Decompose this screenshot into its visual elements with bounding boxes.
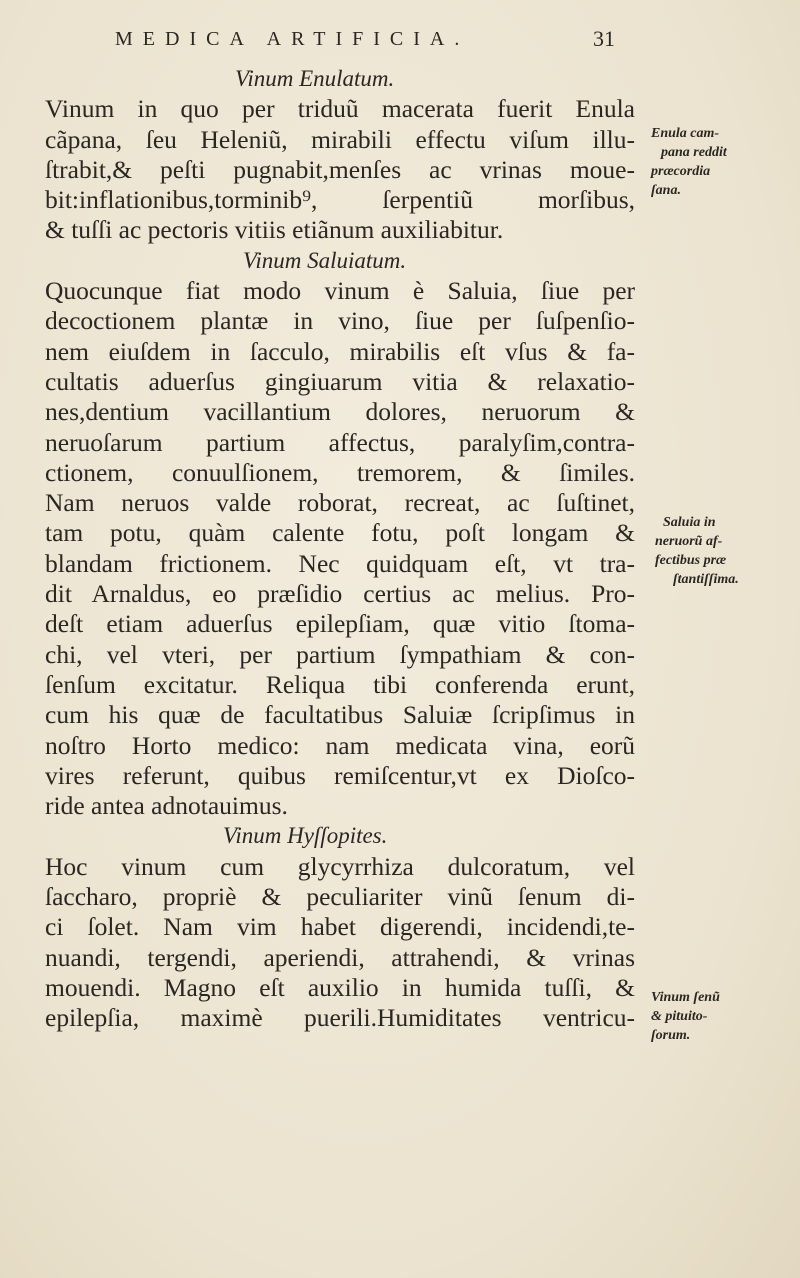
- text-line: cãpana, ſeu Heleniũ, mirabili effectu viſum illu-: [45, 124, 635, 154]
- section-heading-enulatum: Vinum Enulatum.: [235, 66, 395, 91]
- margin-note-line: ſana.: [651, 183, 681, 198]
- margin-note-vinum-senum: [651, 988, 796, 1045]
- text-line: ſtrabit,& peſti pugnabit,menſes ac vrinas moue-: [45, 154, 635, 184]
- text-line: ctionem, conuulſionem, tremorem, & ſimiles.: [45, 457, 635, 487]
- running-title: MEDICA ARTIFICIA.: [115, 28, 470, 50]
- text-line: & tuſſi ac pectoris vitiis etiãnum auxiliabitur.: [45, 215, 504, 245]
- text-line: blandam frictionem. Nec quidquam eſt, vt tra-: [45, 548, 635, 578]
- margin-note-line: neruorũ af-: [655, 534, 723, 549]
- margin-note-line: præcordia: [651, 164, 711, 179]
- text-line: Quocunque fiat modo vinum è Saluia, ſiue per: [45, 276, 635, 306]
- text-line: ſenſum excitatur. Reliqua tibi conferenda erunt,: [45, 669, 635, 699]
- page-number: 31: [593, 26, 615, 51]
- text-line: noſtro Horto medico: nam medicata vina, eorũ: [45, 730, 635, 760]
- main-text: [45, 64, 635, 1034]
- text-line: nuandi, tergendi, aperiendi, attrahendi, & vrinas: [45, 942, 635, 972]
- text-line: cultatis aduerſus gingiuarum vitia & relaxatio-: [45, 366, 635, 396]
- text-line: ci ſolet. Nam vim habet digerendi, incidendi,te-: [45, 912, 635, 942]
- section-heading-hyssopites: Vinum Hyſſopites.: [223, 823, 388, 849]
- text-line: neruoſarum partium affectus, paralyſim,contra-: [45, 427, 635, 457]
- margin-note-line: pana reddit: [661, 145, 727, 160]
- text-line: nes,dentium vacillantium dolores, neruorum &: [45, 397, 635, 427]
- margin-note-line: fectibus præ: [655, 553, 727, 568]
- margin-note-line: Vinum ſenũ: [651, 990, 720, 1005]
- margin-note-line: ſorum.: [651, 1028, 691, 1043]
- margin-note-line: Enula cam-: [651, 126, 720, 141]
- text-line: tam potu, quàm calente fotu, poſt longam &: [45, 518, 635, 548]
- text-line: nem eiuſdem in ſacculo, mirabilis eſt vſus & fa-: [45, 336, 635, 366]
- margin-note-line: Saluia in: [663, 515, 716, 530]
- margin-note-line: & pituito-: [651, 1009, 708, 1024]
- margin-note-enula: [651, 124, 796, 200]
- text-line: cum his quæ de facultatibus Saluiæ ſcripſimus in: [45, 700, 635, 730]
- text-line: epilepſia, maximè puerili.Humiditates ventricu-: [45, 1003, 635, 1033]
- running-head: [115, 22, 615, 62]
- text-line: Nam neruos valde roborat, recreat, ac ſuſtinet,: [45, 488, 635, 518]
- margin-note-saluia: [651, 513, 796, 589]
- text-line: decoctionem plantæ in vino, ſiue per ſuſpenſio-: [45, 306, 635, 336]
- text-line: deſt etiam aduerſus epilepſiam, quæ vitio ſtoma-: [45, 609, 635, 639]
- margin-note-line: ſtantiſſima.: [673, 572, 739, 587]
- text-line: mouendi. Magno eſt auxilio in humida tuſſi, &: [45, 972, 635, 1002]
- text-line: chi, vel vteri, per partium ſympathiam & con-: [45, 639, 635, 669]
- text-line: ride antea adnotauimus.: [45, 791, 288, 821]
- section-heading-saluiatum: Vinum Saluiatum.: [243, 247, 407, 273]
- text-line: ſaccharo, propriè & peculiariter vinũ ſenum di-: [45, 882, 635, 912]
- text-line: vires referunt, quibus remiſcentur,vt ex Dioſco-: [45, 760, 635, 790]
- text-line: Vinum in quo per triduũ macerata fuerit Enula: [45, 94, 635, 124]
- text-line: Hoc vinum cum glycyrrhiza dulcoratum, vel: [45, 851, 635, 881]
- text-line: bit:inflationibus,torminib⁹, ſerpentiũ morſibus,: [45, 185, 635, 215]
- text-line: dit Arnaldus, eo præſidio certius ac melius. Pro-: [45, 579, 635, 609]
